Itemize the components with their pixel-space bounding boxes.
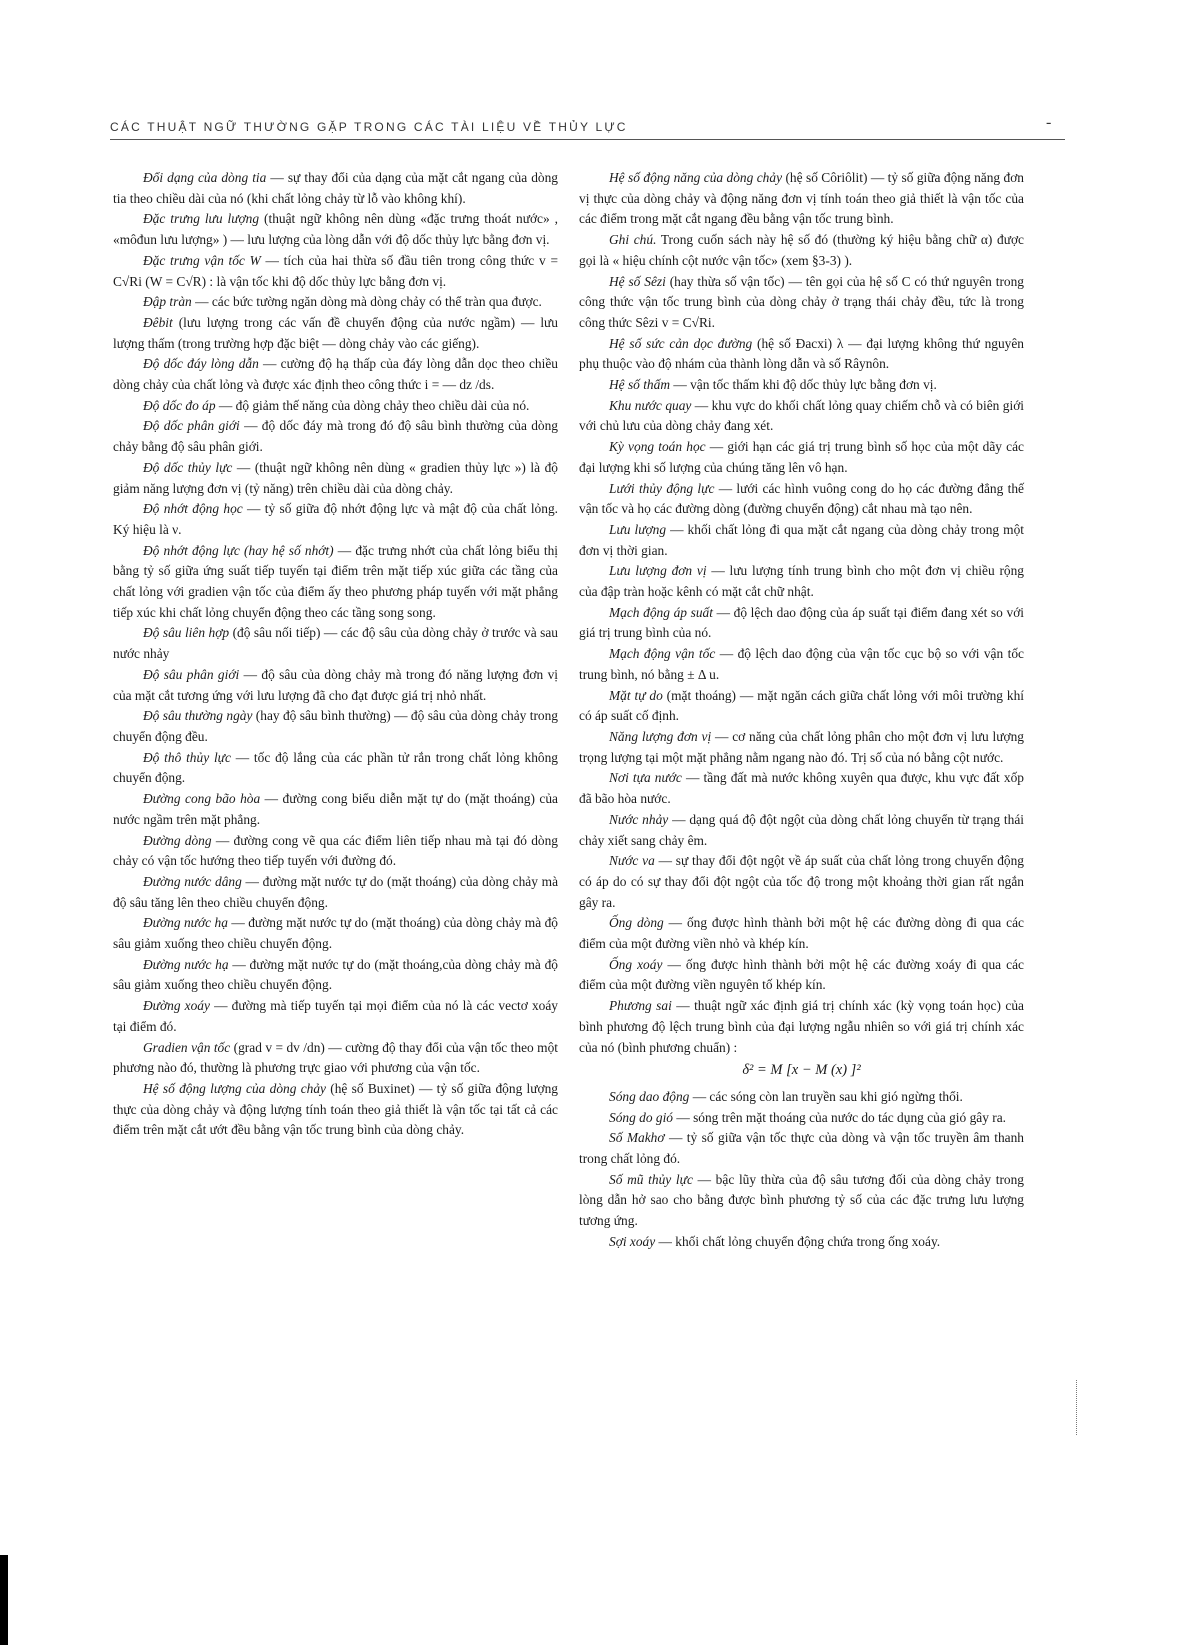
glossary-term: Độ sâu liên hợp (143, 625, 230, 641)
glossary-entry (113, 458, 558, 499)
glossary-definition: (grad v = dv /dn) — cường độ thay đổi của vận tốc theo một phương nào đó, thường là phương trực giao với phương của vận tốc. (113, 1039, 558, 1076)
glossary-term: Đường xoáy (143, 998, 210, 1014)
glossary-definition: (mặt thoáng) — mặt ngăn cách giữa chất lỏng với môi trường khí có áp suất cố định. (579, 687, 1024, 724)
header-rule (110, 139, 1065, 140)
glossary-term: Đặc trưng lưu lượng (143, 211, 260, 227)
glossary-definition: — ống được hình thành bởi một hệ các đường xoáy đi qua các điểm của một đường viền nguyên tố khép kín. (579, 956, 1025, 993)
glossary-definition: — cường độ hạ thấp của đáy lòng dẫn dọc theo chiều dòng chảy của chất lỏng và được xác định theo công thức i = — dz /ds. (113, 356, 558, 393)
glossary-definition: — khối chất lỏng chuyển động chứa trong ống xoáy. (655, 1233, 941, 1249)
glossary-entry (113, 748, 558, 789)
glossary-entry (579, 520, 1024, 561)
glossary-definition: — đường mặt nước tự do (mặt thoáng) của dòng chảy mà độ sâu giảm xuống theo chiều chuyển động. (113, 915, 559, 952)
glossary-entry (113, 396, 558, 417)
glossary-term: Gradien vận tốc (143, 1039, 231, 1055)
glossary-entry (113, 1079, 558, 1141)
glossary-term: Độ dốc thủy lực (143, 459, 233, 475)
glossary-term: Đổi dạng của dòng tia (143, 170, 267, 185)
glossary-term: Số mũ thủy lực (609, 1171, 693, 1187)
glossary-entry (113, 789, 558, 830)
glossary-definition: — các bức tường ngăn dòng mà dòng chảy có thể tràn qua được. (191, 294, 542, 310)
glossary-entry (113, 292, 558, 313)
glossary-entry (579, 727, 1024, 768)
glossary-definition: — khối chất lỏng đi qua mặt cắt ngang của dòng chảy trong một đơn vị thời gian. (579, 521, 1024, 558)
glossary-entry (113, 313, 558, 354)
glossary-entry (579, 1128, 1024, 1169)
glossary-entry (113, 499, 558, 540)
glossary-definition: — tầng đất mà nước không xuyên qua được, khu vực đất xốp đã bão hòa nước. (579, 770, 1024, 807)
glossary-definition: — độ giảm thế năng của dòng chảy theo chiều dài của nó. (215, 397, 530, 413)
glossary-definition: — đường cong vẽ qua các điểm liên tiếp nhau mà tại đó dòng chảy có vận tốc hướng theo tiếp tuyến với đường đó. (113, 832, 558, 869)
glossary-definition: — khu vực do khối chất lỏng quay chiếm chỗ và có biên giới với chủ lưu của dòng chảy đang xét. (579, 397, 1024, 434)
glossary-entry (579, 644, 1024, 685)
glossary-entry (579, 396, 1024, 437)
glossary-term: Hệ số sức cản dọc đường (609, 335, 753, 351)
glossary-definition: — lưới các hình vuông cong do họ các đường đẳng thế vận tốc và họ các đường dòng (đường chuyển động) cắt nhau mà tạo nên. (579, 480, 1024, 517)
glossary-entry (579, 1108, 1024, 1129)
glossary-term: Mặt tự do (609, 687, 663, 703)
glossary-entry (579, 1170, 1024, 1232)
glossary-entry (113, 541, 558, 624)
glossary-term: Ghi chú. (609, 232, 657, 248)
glossary-definition: (hay độ sâu bình thường) — độ sâu của dòng chảy trong chuyển động đều. (113, 708, 558, 744)
glossary-term: Kỳ vọng toán học (609, 439, 706, 455)
glossary-definition: — dạng quá độ đột ngột của dòng chất lỏng chuyển từ trạng thái chảy xiết sang chảy êm. (579, 811, 1025, 848)
glossary-term: Đặc trưng vận tốc W (143, 252, 261, 268)
glossary-entry (113, 665, 558, 706)
glossary-entry (113, 623, 558, 664)
glossary-definition: — thuật ngữ xác định giá trị chính xác (kỳ vọng toán học) của bình phương độ lệch trung bình của đại lượng ngẫu nhiên so với giá trị chính xác của nó (bình phương chuẩn) : (579, 998, 1024, 1055)
running-header: CÁC THUẬT NGỮ THƯỜNG GẶP TRONG CÁC TÀI LIỆU VỀ THỦY LỰC (110, 120, 628, 134)
glossary-definition: — ống được hình thành bởi một hệ các đường dòng đi qua các điểm của một đường viền nhỏ và khép kín. (579, 915, 1024, 952)
glossary-term: Sợi xoáy (609, 1233, 656, 1249)
scan-edge-mark (0, 1555, 8, 1645)
glossary-definition: — (thuật ngữ không nên dùng « gradien thủy lực ») là độ giảm năng lượng đơn vị (tỷ năng) trên chiều dài của dòng chảy. (113, 459, 559, 496)
glossary-entry (579, 437, 1024, 478)
glossary-entry (579, 955, 1024, 996)
glossary-term: Độ dốc đo áp (143, 397, 216, 413)
glossary-entry (113, 209, 558, 250)
glossary-term: Đập tràn (143, 294, 192, 310)
glossary-definition: (hệ số Côriôlit) — tỷ số giữa động năng đơn vị thực của dòng chảy và động năng đơn vị tính toán theo giả thiết là vận tốc của các điểm trong mặt cắt ngang đều bằng vận tốc trung bình. (579, 170, 1025, 227)
glossary-definition: — sự thay đổi của dạng của mặt cắt ngang của dòng tia theo chiều dài của nó (khi chất lỏng chảy từ lỗ vào không khí). (113, 170, 558, 206)
glossary-term: Lưu lượng (609, 521, 667, 537)
glossary-definition: (hệ số Đacxi) λ — đại lượng không thứ nguyên phụ thuộc vào độ nhám của thành lòng dẫn và số Râynôn. (579, 335, 1024, 372)
glossary-definition: (độ sâu nối tiếp) — các độ sâu của dòng chảy ở trước và sau nước nhảy (113, 625, 558, 662)
glossary-entry (579, 272, 1024, 334)
glossary-term: Hệ số động năng của dòng chảy (609, 170, 783, 185)
glossary-definition: (thuật ngữ không nên dùng «đặc trưng thoát nước» , «môđun lưu lượng» ) — lưu lượng của lòng dẫn với độ dốc thủy lực bằng đơn vị. (113, 211, 558, 248)
glossary-entry (579, 851, 1024, 913)
glossary-term: Mạch động vận tốc (609, 646, 716, 662)
glossary-term: Sóng do gió (609, 1109, 673, 1125)
glossary-term: Lưu lượng đơn vị (609, 563, 707, 579)
glossary-definition: — lưu lượng tính trung bình cho một đơn vị chiều rộng của đập tràn hoặc kênh có mặt cắt chữ nhật. (579, 563, 1024, 600)
page-mark: - (1046, 114, 1052, 131)
glossary-entry (579, 810, 1024, 851)
scan-dot-mark (1076, 1380, 1078, 1435)
glossary-definition: — tỷ số giữa độ nhớt động lực và mật độ của chất lỏng. Ký hiệu là ν. (113, 501, 558, 537)
glossary-entry (113, 251, 558, 292)
glossary-definition: — độ dốc đáy mà trong đó độ sâu bình thường của dòng chảy bằng độ sâu phân giới. (113, 418, 558, 455)
glossary-definition: — tỷ số giữa vận tốc thực của dòng và vận tốc truyền âm thanh trong chất lỏng đó. (579, 1130, 1024, 1167)
glossary-entry (113, 996, 558, 1037)
glossary-definition: (hay thừa số vận tốc) — tên gọi của hệ số C có thứ nguyên trong công thức vận tốc trung bình của dòng chảy ở trạng thái chảy đều, tức là trong công thức Sêzi v = C√Ri. (579, 273, 1024, 330)
glossary-term: Nước nhảy (609, 811, 669, 827)
glossary-term: Đường nước hạ (143, 956, 229, 972)
glossary-entry (579, 375, 1024, 396)
glossary-entry (579, 561, 1024, 602)
glossary-term: Sóng dao động (609, 1088, 690, 1104)
glossary-definition: — tốc độ lắng của các phần tử rắn trong chất lỏng không chuyển động. (113, 749, 558, 786)
glossary-term: Năng lượng đơn vị (609, 728, 712, 744)
glossary-entry (113, 955, 558, 996)
glossary-term: Đường cong bão hòa (143, 791, 261, 807)
glossary-definition: — đường mà tiếp tuyến tại mọi điểm của nó là các vectơ xoáy tại điểm đó. (113, 998, 558, 1034)
glossary-entry (113, 416, 558, 457)
glossary-entry (113, 872, 558, 913)
glossary-entry (579, 479, 1024, 520)
glossary-entry (113, 354, 558, 395)
glossary-definition: — bậc lũy thừa của độ sâu tương đối của dòng chảy trong lòng dẫn hở sao cho bằng được bình phương tỷ số của các đặc trưng lưu lượng tương ứng. (579, 1171, 1024, 1229)
glossary-term: Số Makhơ (609, 1130, 665, 1146)
glossary-entry (579, 768, 1024, 809)
glossary-term: Khu nước quay (609, 397, 692, 413)
glossary-definition: — độ lệch dao động của vận tốc cục bộ so với vận tốc trung bình, nó bằng ± Δ u. (579, 646, 1024, 682)
glossary-entry (579, 913, 1024, 954)
glossary-term: Hệ số Sêzi (609, 273, 666, 289)
glossary-definition: — sóng trên mặt thoáng của nước do tác dụng của gió gây ra. (672, 1109, 1006, 1125)
glossary-definition: — sự thay đổi đột ngột về áp suất của chất lỏng trong chuyển động có áp do có sự thay đổi đột ngột của tốc độ trong một khoảng thời gian rất ngắn gây ra. (579, 853, 1024, 910)
glossary-term: Nơi tựa nước (609, 770, 682, 786)
right-column (579, 168, 1024, 1253)
glossary-term: Ống xoáy (609, 956, 663, 972)
glossary-definition: — đường cong biểu diễn mặt tự do (mặt thoáng) của nước ngầm trên mặt phẳng. (113, 791, 558, 827)
glossary-definition: — đường mặt nước tự do (mặt thoáng) của dòng chảy mà độ sâu tăng lên theo chiều chuyển động. (113, 873, 559, 910)
glossary-entry (579, 168, 1024, 230)
glossary-definition: — vận tốc thấm khi độ dốc thủy lực bằng đơn vị. (670, 377, 937, 393)
glossary-definition: — độ sâu của dòng chảy mà trong đó năng lượng đơn vị của mặt cắt tương ứng với lưu lượng đã cho đạt được giá trị nhỏ nhất. (113, 666, 558, 703)
glossary-term: Độ nhớt động học (143, 501, 243, 517)
glossary-definition: — đường mặt nước tự do (mặt thoáng,của dòng chảy mà độ sâu giảm xuống theo chiều chuyển động. (113, 956, 559, 993)
glossary-term: Độ dốc phân giới (143, 418, 240, 434)
glossary-definition: (lưu lượng trong các vấn đề chuyển động của nước ngầm) — lưu lượng thấm (trong trường hợp đặc biệt — dòng chảy vào các giếng). (113, 314, 558, 351)
glossary-term: Mạch động áp suất (609, 604, 713, 620)
glossary-term: Độ sâu phân giới (143, 666, 240, 682)
glossary-term: Phương sai (609, 998, 672, 1014)
glossary-term: Hệ số động lượng của dòng chảy (143, 1080, 326, 1096)
glossary-entry (579, 1087, 1024, 1108)
glossary-entry (579, 334, 1024, 375)
glossary-term: Đường nước hạ (143, 915, 228, 931)
glossary-entry (113, 168, 558, 209)
glossary-term: Đường dòng (143, 832, 212, 848)
left-column (113, 168, 558, 1141)
glossary-entry (113, 831, 558, 872)
glossary-definition: — các sóng còn lan truyền sau khi gió ngừng thổi. (689, 1088, 963, 1104)
glossary-entry (579, 1232, 1024, 1253)
glossary-entry (579, 230, 1024, 271)
glossary-term: Độ sâu thường ngày (143, 708, 253, 724)
glossary-entry (113, 706, 558, 747)
glossary-entry (579, 603, 1024, 644)
glossary-definition: — tích của hai thừa số đầu tiên trong công thức v = C√Ri (W = C√R) : là vận tốc khi độ dốc thủy lực bằng đơn vị. (113, 252, 558, 289)
glossary-term: Độ thô thủy lực (143, 749, 231, 765)
glossary-entry (579, 996, 1024, 1058)
formula: δ² = M [x − M (x) ]² (742, 1062, 861, 1079)
glossary-term: Độ dốc đáy lòng dẫn (143, 356, 259, 372)
glossary-term: Độ nhớt động lực (hay hệ số nhớt) (143, 542, 334, 558)
glossary-definition: Trong cuốn sách này hệ số đó (thường ký hiệu bằng chữ α) được gọi là « hiệu chính cột nước vận tốc» (xem §3-3) ). (579, 232, 1024, 268)
glossary-term: Nước va (609, 853, 655, 869)
glossary-term: Đường nước dâng (143, 873, 242, 889)
glossary-definition: (hệ số Buxinet) — tỷ số giữa động lượng thực của dòng chảy và động lượng tính toán theo giả thiết là vận tốc tại tất cả các điểm trên mặt cắt ướt đều bằng vận tốc trung bình của dòng chảy. (113, 1080, 558, 1138)
glossary-term: Đêbit (143, 314, 173, 330)
glossary-definition: — độ lệch dao động của áp suất tại điểm đang xét so với giá trị trung bình của nó. (579, 604, 1024, 641)
glossary-entry (579, 686, 1024, 727)
glossary-entry (113, 1038, 558, 1079)
glossary-definition: — cơ năng của chất lỏng phân cho một đơn vị lưu lượng trọng lượng tại một mặt phẳng nằm ngang nào đó. Trị số của nó bằng cột nước. (579, 728, 1024, 765)
glossary-term: Lưới thủy động lực (609, 480, 715, 496)
glossary-term: Ống dòng (609, 915, 664, 931)
glossary-definition: — đặc trưng nhớt của chất lỏng biểu thị bằng tỷ số giữa ứng suất tiếp tuyến tại điểm trên mặt tiếp xúc giữa các tầng của chất lỏng với gradien vận tốc của điểm ấy theo phương pháp tuyến với mặt phẳng tiếp xúc khi chất lỏng chuyển động theo các tầng song song. (113, 542, 558, 620)
glossary-entry (113, 913, 558, 954)
glossary-definition: — giới hạn các giá trị trung bình số học của một dãy các đại lượng khi số lượng của chúng tăng lên vô hạn. (579, 439, 1024, 475)
glossary-term: Hệ số thấm (609, 377, 670, 393)
